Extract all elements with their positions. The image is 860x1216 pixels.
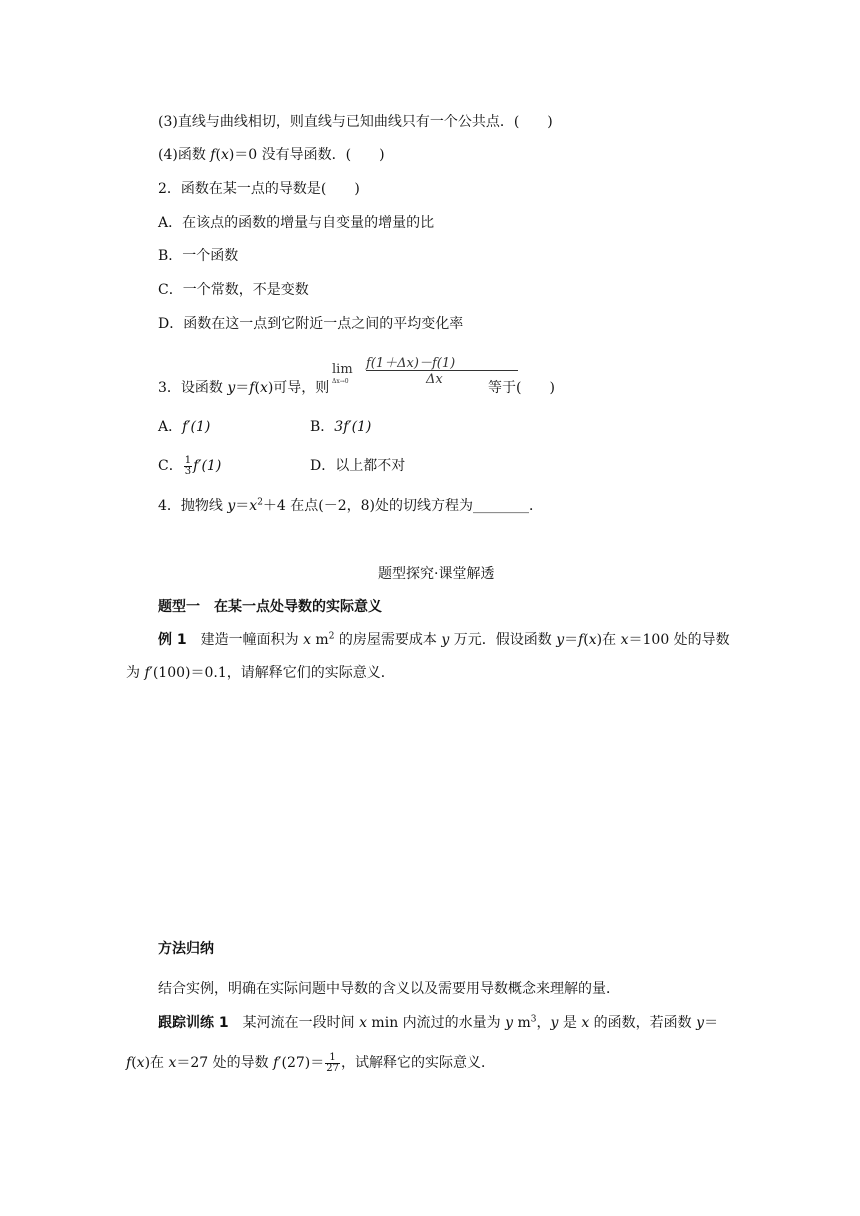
text-segment: 某河流在一段时间 (228, 1015, 360, 1031)
formula-numerator: f(1＋Δx)－f(1) (366, 356, 456, 371)
method-text: 结合实例，明确在实际问题中导数的含义以及需要用导数概念来理解的量． (158, 981, 620, 997)
option-text: f′(1) (193, 458, 222, 474)
tracking-exercise-line-1 (158, 1014, 718, 1032)
fraction (325, 1053, 340, 1074)
superscript: 2 (328, 631, 335, 642)
option-label: A． (158, 419, 183, 435)
example-label: 例 1 (158, 632, 187, 648)
exercise-label: 跟踪训练 1 (158, 1015, 229, 1031)
math-var: y (505, 1015, 514, 1031)
text-segment: ＝ (564, 632, 579, 648)
text-segment: )可导，则 (267, 380, 330, 396)
question-3-stem (158, 379, 329, 397)
math-var: f (273, 1055, 279, 1071)
formula-denominator: Δx (426, 372, 443, 387)
option-text: 3f′(1) (334, 419, 372, 435)
section-title: 题型探究·课堂解透 (378, 566, 495, 582)
math-var: f (249, 380, 255, 396)
option-text: f′(1) (182, 419, 211, 435)
math-var: x (303, 632, 311, 648)
text-segment: 建造一幢面积为 (186, 632, 304, 648)
text-segment: ( (131, 1055, 137, 1071)
text-segment: )＝0 没有导函数．( ) (228, 147, 385, 163)
math-var: y (550, 1015, 559, 1031)
question-3-option-d: D．以上都不对 (310, 458, 406, 474)
text-segment: ( (254, 380, 260, 396)
fraction (184, 456, 192, 477)
limit-subscript: Δx→0 (332, 378, 349, 385)
math-var: y (556, 632, 565, 648)
text-segment: 4．抛物线 (158, 498, 228, 514)
question-3-option-b (310, 418, 371, 436)
math-var: x (581, 1015, 590, 1031)
text-segment: ＝100 处的导数 (628, 632, 730, 648)
method-title: 方法归纳 (158, 941, 214, 957)
math-var: f (210, 147, 216, 163)
question-2-option-a: A．在该点的函数的增量与自变量的增量的比 (158, 215, 435, 231)
text-segment: 万元．假设函数 (449, 632, 557, 648)
text-segment: ′(27)＝ (278, 1055, 325, 1071)
fraction-numerator: 1 (325, 1053, 340, 1064)
tracking-exercise-line-2 (126, 1051, 495, 1075)
fraction-denominator: 3 (184, 465, 192, 477)
question-3-option-c (158, 455, 221, 477)
option-label: C． (158, 458, 183, 474)
example-1-line-1 (158, 631, 730, 649)
text-segment: ＝ (235, 380, 250, 396)
math-var: y (441, 632, 450, 648)
text-segment: m (310, 632, 329, 648)
math-var: x (136, 1055, 145, 1071)
math-var: x (359, 1015, 367, 1031)
text-segment: m (513, 1015, 531, 1031)
text-segment: ( (583, 632, 589, 648)
text-segment: min 内流过的水量为 (366, 1015, 506, 1031)
text-segment: 的房屋需要成本 (334, 632, 442, 648)
text-segment: ， (536, 1015, 551, 1031)
question-2-option-b: B．一个函数 (158, 248, 239, 264)
math-var: x (249, 498, 258, 514)
text-segment: 的函数，若函数 (589, 1015, 697, 1031)
fraction-bar (366, 370, 518, 371)
math-var: y (227, 498, 236, 514)
question-3-option-a (158, 418, 210, 436)
limit-formula-image (332, 352, 492, 392)
text-segment: ＝ (235, 498, 250, 514)
example-1-line-2 (126, 664, 395, 682)
question-2-option-d: D．函数在这一点到它附近一点之间的平均变化率 (158, 316, 464, 332)
math-var: x (220, 147, 229, 163)
math-var: x (259, 380, 268, 396)
math-var: y (696, 1015, 705, 1031)
text-segment: ( (215, 147, 221, 163)
question-1-item-4 (158, 146, 385, 164)
fraction-numerator: 1 (184, 454, 192, 466)
text-segment: 3．设函数 (158, 380, 228, 396)
text-segment: ＝27 处的导数 (176, 1055, 274, 1071)
question-1-item-3: (3)直线与曲线相切，则直线与已知曲线只有一个公共点．( ) (158, 114, 553, 130)
math-var: x (588, 632, 597, 648)
text-segment: 是 (558, 1015, 582, 1031)
math-var: f (144, 665, 150, 681)
option-label: B． (310, 419, 335, 435)
text-segment: )在 (144, 1055, 169, 1071)
text-segment: (4)函数 (158, 147, 211, 163)
text-segment: )在 (596, 632, 621, 648)
limit-symbol: lim (332, 362, 353, 377)
question-3-stem-tail: 等于( ) (488, 380, 555, 396)
math-var: f (578, 632, 584, 648)
math-var: y (227, 380, 236, 396)
text-segment: ′(100)＝0.1，请解释它们的实际意义． (149, 665, 395, 681)
type-1-title: 题型一 在某一点处导数的实际意义 (158, 599, 382, 615)
text-segment: ＝ (704, 1015, 719, 1031)
math-var: x (168, 1055, 177, 1071)
fraction-denominator: 27 (326, 1062, 339, 1074)
text-segment: 为 (126, 665, 145, 681)
question-4 (158, 497, 543, 515)
text-segment: ，试解释它的实际意义． (340, 1055, 495, 1071)
text-segment: ＋4 在点(－2，8)处的切线方程为________． (262, 498, 544, 514)
superscript: 2 (257, 497, 263, 508)
superscript: 3 (530, 1014, 537, 1025)
math-var: x (620, 632, 629, 648)
question-2-stem: 2．函数在某一点的导数是( ) (158, 181, 360, 197)
math-var: f (126, 1055, 132, 1071)
question-2-option-c: C．一个常数，不是变数 (158, 282, 309, 298)
